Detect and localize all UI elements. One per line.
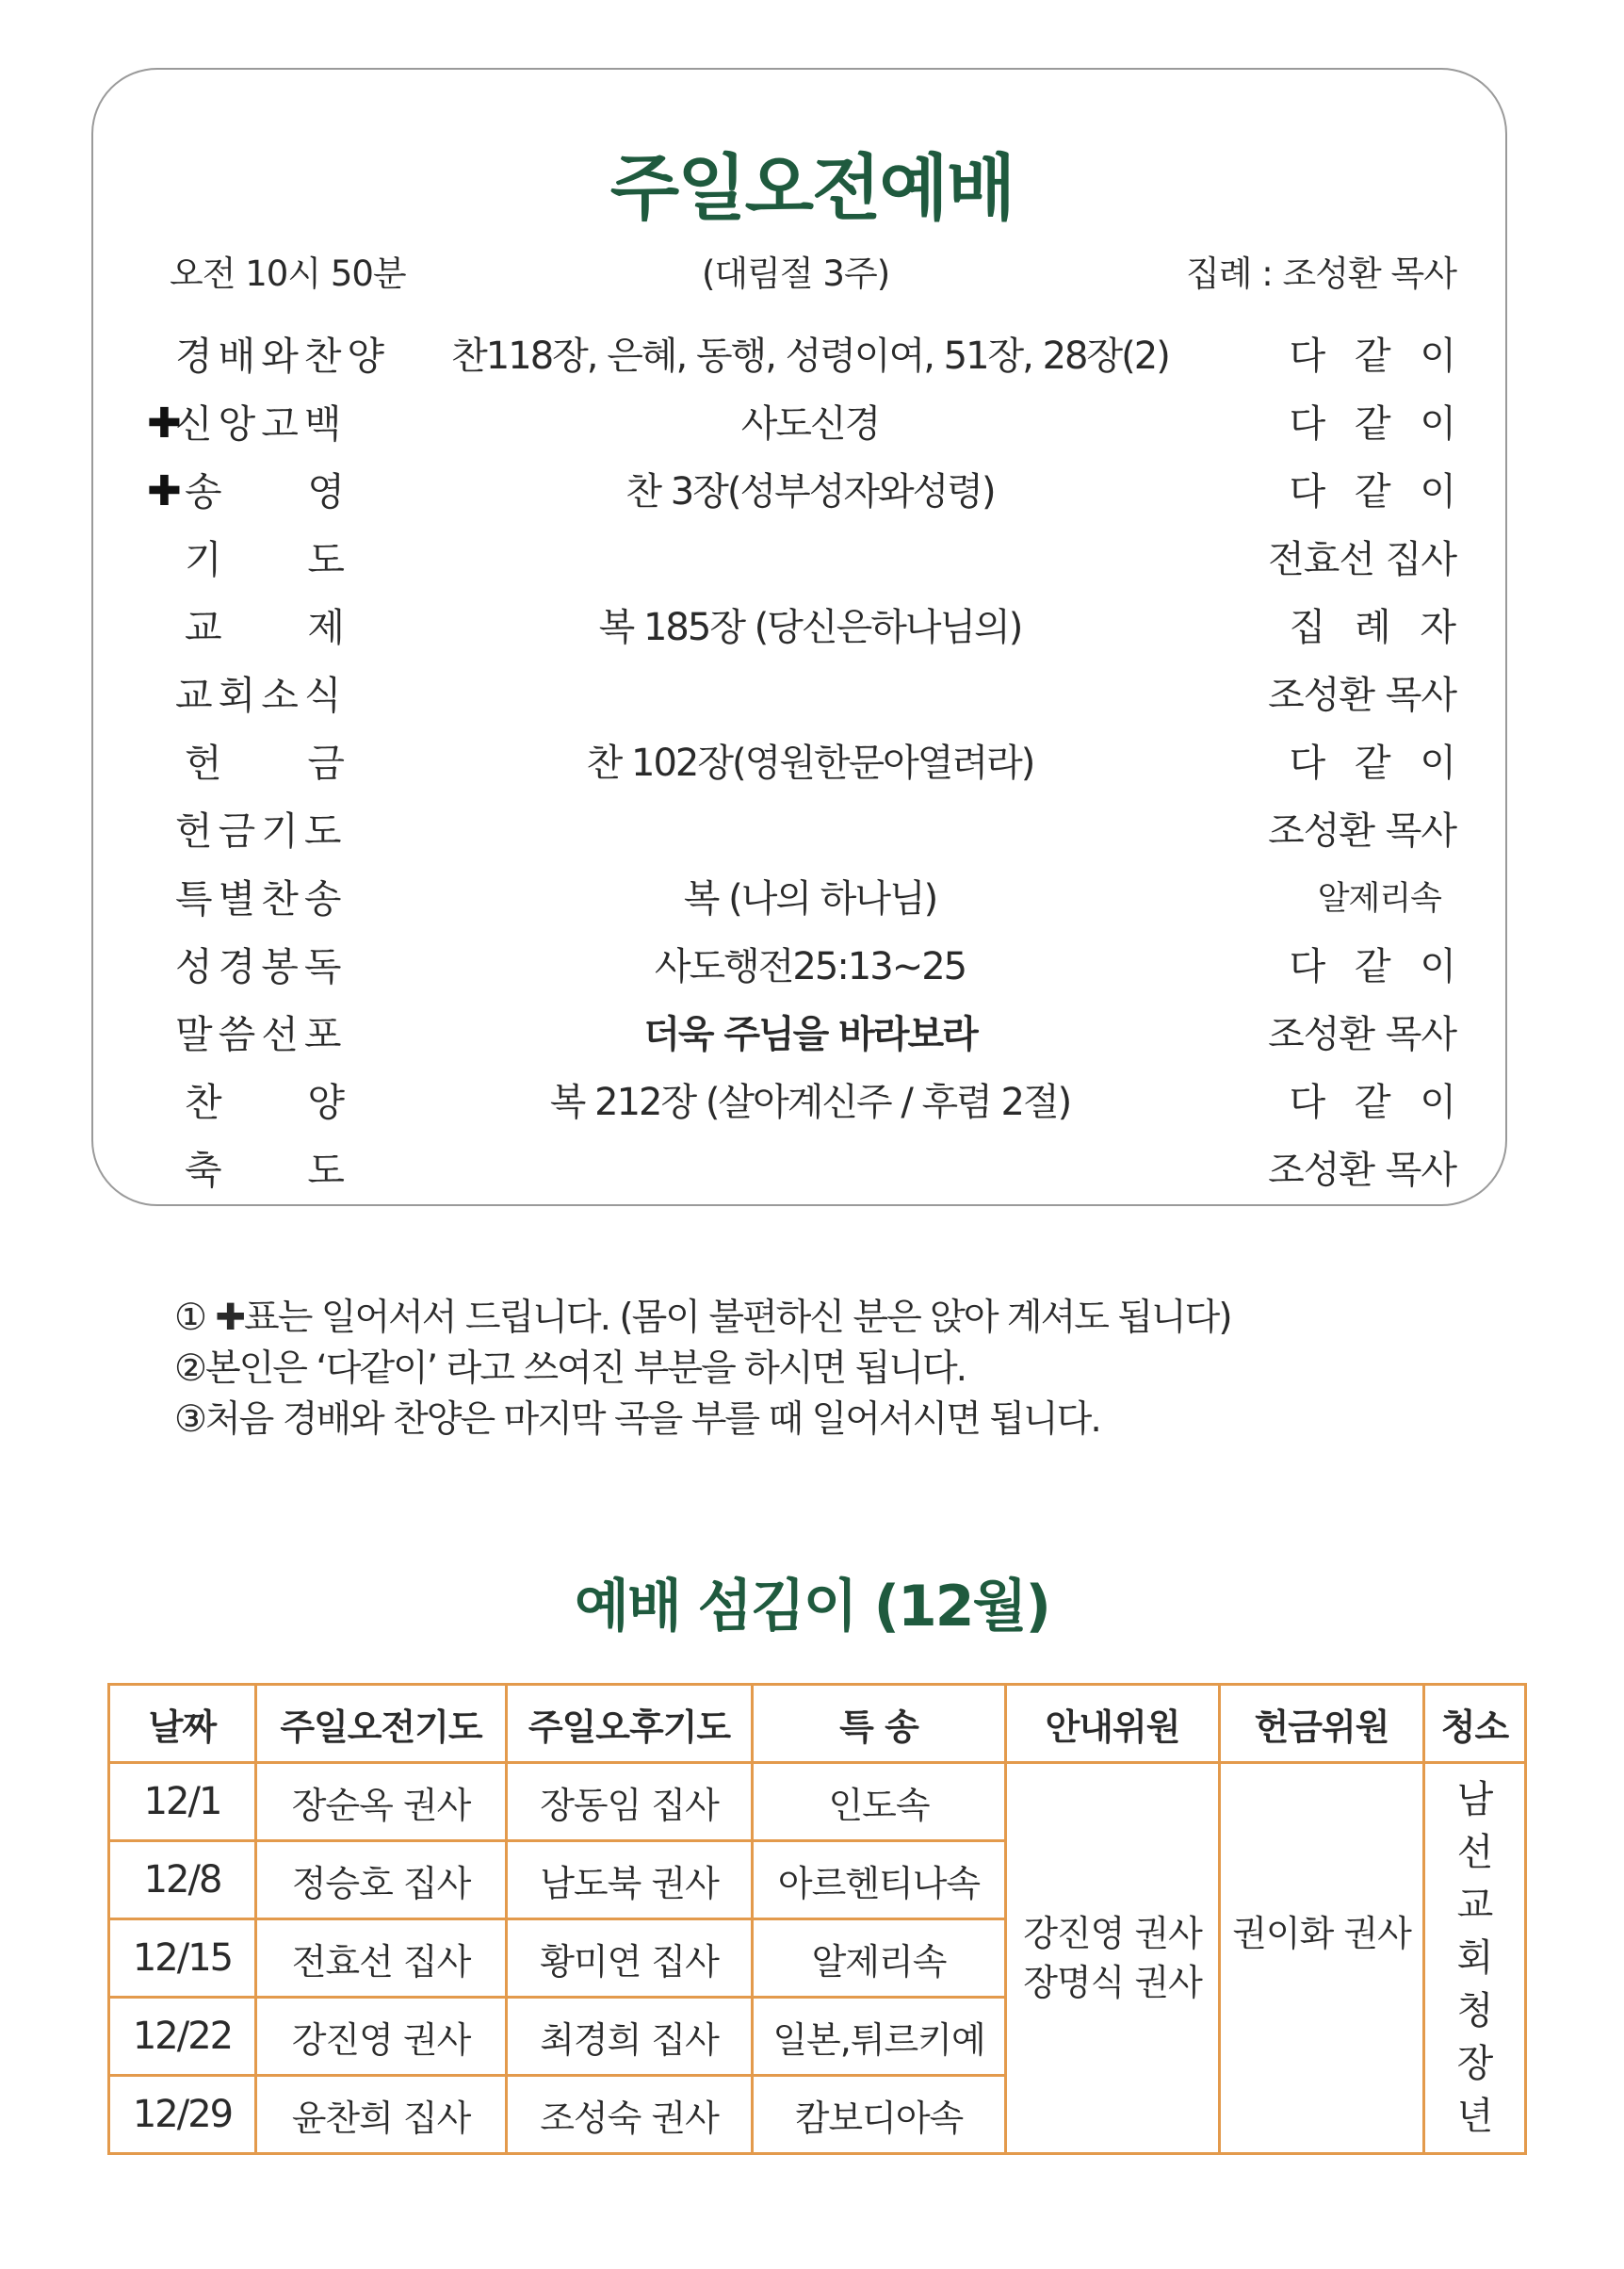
am-prayer-cell: 정승호 집사 xyxy=(256,1841,507,1919)
service-item xyxy=(0,531,1624,588)
service-item xyxy=(0,328,1624,384)
service-item-label: 교 제 xyxy=(185,605,345,650)
date-cell: 12/15 xyxy=(109,1919,256,1998)
service-item xyxy=(0,803,1624,859)
header-offering: 헌금위원 xyxy=(1220,1685,1424,1763)
service-item-detail xyxy=(405,531,1215,588)
note-3: ③처음 경배와 찬양은 마지막 곡을 부를 때 일어서시면 됩니다. xyxy=(174,1398,1100,1441)
header-special-song: 특 송 xyxy=(753,1685,1006,1763)
service-item-leader: 알제리속 xyxy=(1317,880,1441,918)
service-item-detail: 찬 102장(영원한문아열려라) xyxy=(586,742,1034,785)
service-item-detail: 복 212장 (살아계신주 / 후렴 2절) xyxy=(549,1081,1071,1124)
service-item xyxy=(0,1074,1624,1131)
servants-title: 예배 섬김이 (12월) xyxy=(575,1574,1049,1640)
service-item-leader: 조성환 목사 xyxy=(1268,1149,1456,1192)
date-cell: 12/22 xyxy=(109,1998,256,2076)
cross-icon: ✚ xyxy=(147,400,182,448)
service-item-leader: 다 같 이 xyxy=(1289,742,1456,785)
pm-prayer-cell: 남도북 권사 xyxy=(507,1841,753,1919)
special-song-cell: 알제리속 xyxy=(753,1919,1006,1998)
service-item-label: 헌 금 xyxy=(185,741,345,786)
service-item-label: 송 영 xyxy=(185,469,345,514)
pm-prayer-cell: 최경희 집사 xyxy=(507,1998,753,2076)
am-prayer-cell: 윤찬희 집사 xyxy=(256,2076,507,2154)
service-item xyxy=(0,939,1624,995)
special-song-cell: 인도속 xyxy=(753,1763,1006,1841)
service-item-leader: 다 같 이 xyxy=(1289,402,1456,446)
pm-prayer-cell: 조성숙 권사 xyxy=(507,2076,753,2154)
usher-name: 강진영 권사 xyxy=(1023,1913,1202,1954)
table-row xyxy=(109,1763,1526,1841)
service-item-detail: 찬118장, 은혜, 동행, 성령이여, 51장, 28장(2) xyxy=(451,335,1169,378)
header-cleaning: 청소 xyxy=(1424,1685,1526,1763)
service-item xyxy=(0,1142,1624,1199)
service-time: 오전 10시 50분 xyxy=(170,253,406,294)
service-item-label: 신앙고백 xyxy=(175,401,348,447)
cleaning-cell: 남 선 교 회 청 장 년 xyxy=(1424,1763,1526,2154)
service-item-leader: 다 같 이 xyxy=(1289,335,1456,378)
am-prayer-cell: 전효선 집사 xyxy=(256,1919,507,1998)
service-item-label: 교회소식 xyxy=(175,673,348,718)
note-1: ① ✚표는 일어서서 드립니다. (몸이 불편하신 분은 앉아 계셔도 됩니다) xyxy=(174,1297,1231,1339)
service-item-leader: 다 같 이 xyxy=(1289,470,1456,514)
header-date: 날짜 xyxy=(109,1685,256,1763)
service-item-label: 헌금기도 xyxy=(175,808,348,854)
ushers-cell xyxy=(1006,1763,1220,2154)
service-season: (대림절 3주) xyxy=(702,253,890,294)
service-item-leader: 다 같 이 xyxy=(1289,1081,1456,1124)
service-item-label: 성경봉독 xyxy=(175,944,348,989)
am-prayer-cell: 강진영 권사 xyxy=(256,1998,507,2076)
service-title: 주일오전예배 xyxy=(609,146,1015,230)
service-item-detail: 사도행전25:13~25 xyxy=(654,945,966,988)
am-prayer-cell: 장순옥 권사 xyxy=(256,1763,507,1841)
service-item xyxy=(0,871,1624,927)
service-item-leader: 전효선 집사 xyxy=(1268,538,1456,581)
pm-prayer-cell: 황미연 집사 xyxy=(507,1919,753,1998)
service-leader: 집례 : 조성환 목사 xyxy=(1186,253,1456,294)
service-item-detail: 복 (나의 하나님) xyxy=(683,877,937,921)
date-cell: 12/8 xyxy=(109,1841,256,1919)
service-item xyxy=(0,667,1624,724)
note-2: ②본인은 ‘다같이’ 라고 쓰여진 부분을 하시면 됩니다. xyxy=(174,1347,966,1390)
table-header-row xyxy=(109,1685,1526,1763)
header-ushers: 안내위원 xyxy=(1006,1685,1220,1763)
service-item-detail: 사도신경 xyxy=(740,402,880,446)
service-item xyxy=(0,1006,1624,1063)
special-song-cell: 캄보디아속 xyxy=(753,2076,1006,2154)
service-item-detail xyxy=(405,1142,1215,1199)
pm-prayer-cell: 장동임 집사 xyxy=(507,1763,753,1841)
service-item xyxy=(0,599,1624,656)
service-item xyxy=(0,396,1624,452)
cross-icon: ✚ xyxy=(147,467,182,515)
offering-cell: 권이화 권사 xyxy=(1220,1763,1424,2154)
service-item-leader: 조성환 목사 xyxy=(1268,674,1456,717)
special-song-cell: 아르헨티나속 xyxy=(753,1841,1006,1919)
header-pm-prayer: 주일오후기도 xyxy=(507,1685,753,1763)
service-item-detail: 복 185장 (당신은하나님의) xyxy=(598,606,1022,649)
service-item-detail xyxy=(405,667,1215,724)
service-item-detail xyxy=(405,803,1215,859)
service-item-label: 찬 양 xyxy=(185,1080,345,1125)
service-item xyxy=(0,464,1624,520)
service-item-detail: 더욱 주님을 바라보라 xyxy=(643,1013,977,1056)
servants-table xyxy=(107,1683,1527,2155)
service-item-label: 축 도 xyxy=(185,1148,345,1193)
special-song-cell: 일본,튀르키예 xyxy=(753,1998,1006,2076)
service-item-detail: 찬 3장(성부성자와성령) xyxy=(625,470,995,514)
header-am-prayer: 주일오전기도 xyxy=(256,1685,507,1763)
service-item-label: 말씀선포 xyxy=(175,1012,348,1057)
service-item-leader: 조성환 목사 xyxy=(1268,1013,1456,1056)
service-item-leader: 다 같 이 xyxy=(1289,945,1456,988)
service-item-leader: 조성환 목사 xyxy=(1268,809,1456,853)
service-item-leader: 집 례 자 xyxy=(1289,606,1456,649)
service-item-label: 경배와찬양 xyxy=(175,334,391,379)
service-item xyxy=(0,735,1624,792)
date-cell: 12/29 xyxy=(109,2076,256,2154)
date-cell: 12/1 xyxy=(109,1763,256,1841)
usher-name: 장명식 권사 xyxy=(1023,1962,1202,2003)
service-item-label: 특별찬송 xyxy=(175,876,348,922)
service-item-label: 기 도 xyxy=(185,537,345,582)
